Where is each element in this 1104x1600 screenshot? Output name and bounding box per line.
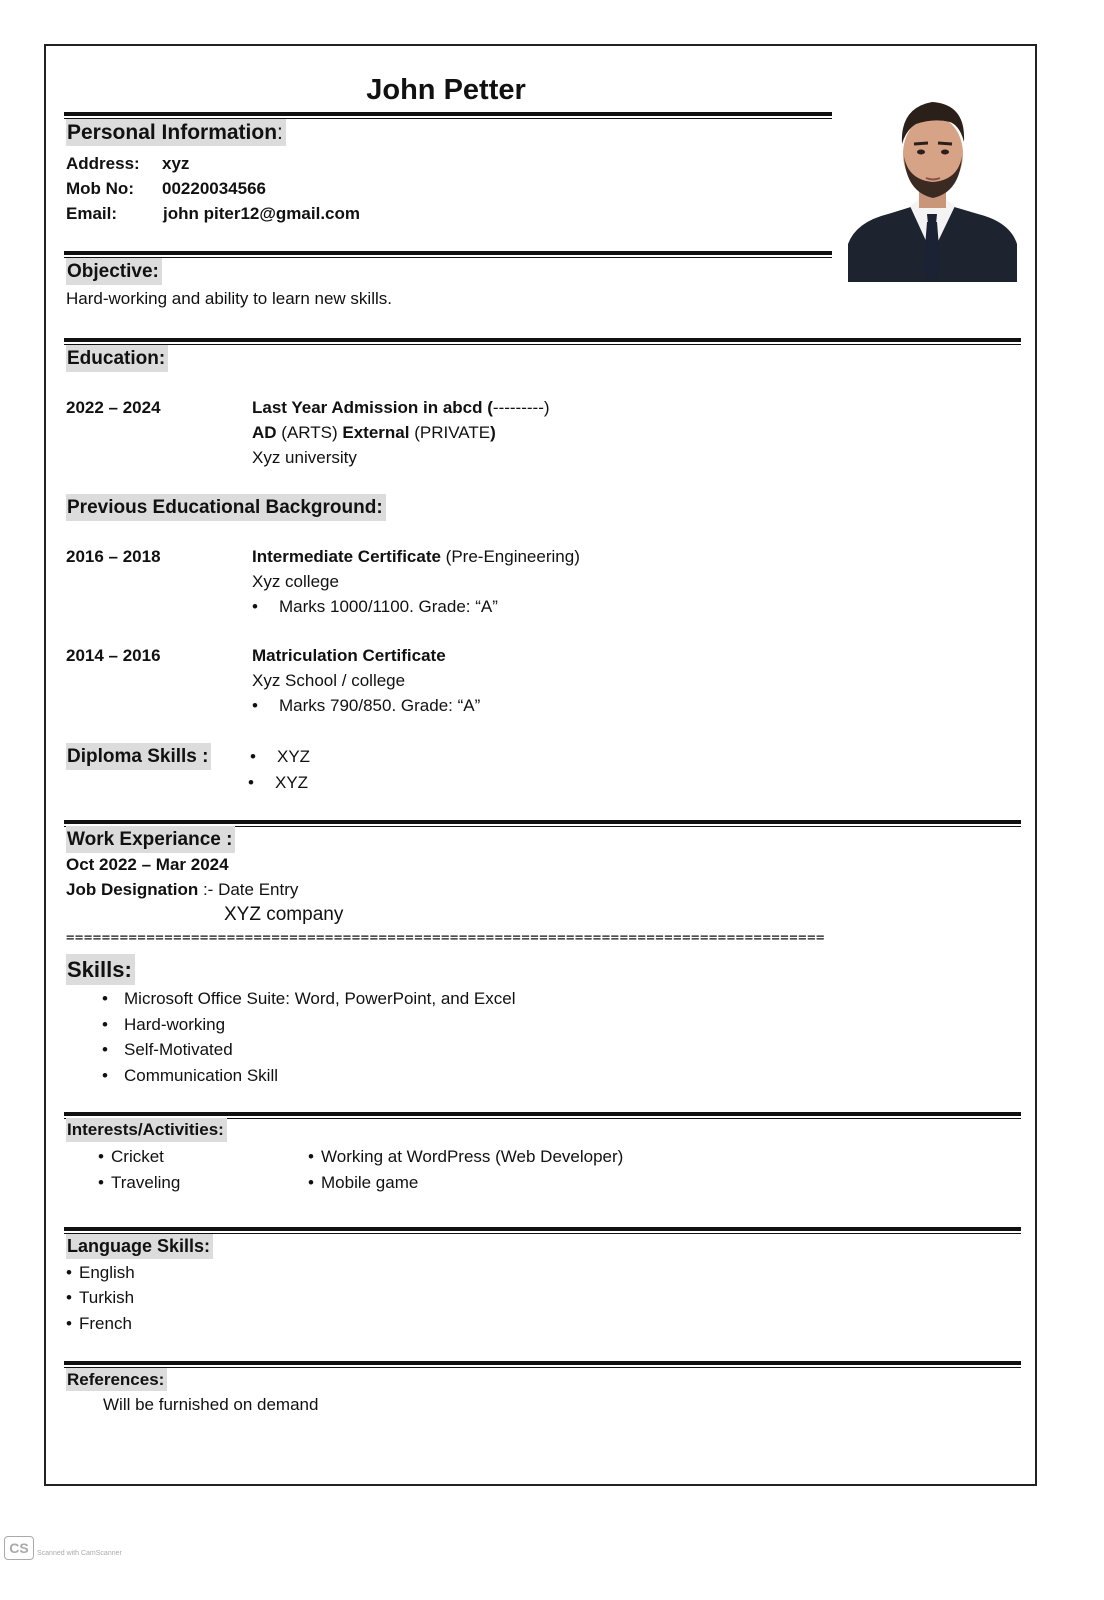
previous-institution: Xyz college	[252, 572, 339, 591]
divider	[64, 112, 832, 119]
previous-education-heading: Previous Educational Background:	[66, 494, 386, 521]
skills-heading: Skills:	[66, 954, 135, 985]
language-skills-heading: Language Skills:	[66, 1234, 213, 1259]
previous-marks: • Marks 1000/1100. Grade: “A”	[252, 597, 498, 616]
education-degree: AD (ARTS) External (PRIVATE)	[252, 423, 496, 442]
interest-item: • Mobile game	[308, 1172, 418, 1194]
address-label: Address:	[66, 154, 140, 173]
work-experience-heading: Work Experiance :	[66, 826, 235, 853]
previous-years: 2014 – 2016	[66, 646, 161, 665]
previous-title: Matriculation Certificate	[252, 646, 446, 665]
previous-years: 2016 – 2018	[66, 547, 161, 566]
diploma-skill-item: • XYZ	[248, 773, 309, 792]
language-item: • English	[66, 1262, 135, 1284]
education-program: Last Year Admission in abcd (---------)	[252, 398, 550, 417]
camscanner-watermark: Scanned with CamScanner	[37, 1550, 122, 1557]
email-label: Email:	[66, 204, 118, 223]
divider	[64, 1361, 1021, 1368]
education-university: Xyz university	[252, 448, 357, 467]
candidate-name: John Petter	[366, 74, 526, 106]
interest-item: • Working at WordPress (Web Developer)	[308, 1146, 623, 1168]
work-period: Oct 2022 – Mar 2024	[66, 855, 229, 874]
company-name: XYZ company	[224, 904, 344, 925]
mobile-label: Mob No:	[66, 179, 134, 198]
education-heading: Education:	[66, 345, 168, 372]
education-years: 2022 – 2024	[66, 398, 161, 417]
previous-title: Intermediate Certificate (Pre-Engineering)	[252, 547, 580, 566]
language-item: • Turkish	[66, 1287, 134, 1309]
job-designation: Job Designation :- Date Entry	[66, 880, 299, 899]
personal-info-heading: Personal Information:	[66, 119, 286, 146]
resume-page	[44, 44, 1037, 1486]
address-value: xyz	[162, 154, 190, 173]
email-value: john piter12@gmail.com	[163, 204, 361, 223]
divider	[64, 251, 832, 258]
skill-item: • Microsoft Office Suite: Word, PowerPoint, and Excel	[102, 988, 515, 1010]
objective-text: Hard-working and ability to learn new skills.	[66, 289, 392, 308]
diploma-skills-heading: Diploma Skills :	[66, 743, 211, 770]
divider	[64, 1227, 1021, 1234]
skill-item: • Hard-working	[102, 1014, 225, 1036]
interests-heading: Interests/Activities:	[66, 1118, 227, 1142]
previous-marks: • Marks 790/850. Grade: “A”	[252, 696, 481, 715]
interest-item: • Cricket	[98, 1146, 164, 1168]
references-heading: References:	[66, 1368, 167, 1391]
equals-separator: =====================================================================================	[66, 930, 825, 946]
interest-item: • Traveling	[98, 1172, 180, 1194]
skill-item: • Self-Motivated	[102, 1039, 233, 1061]
camscanner-logo: CS	[4, 1536, 34, 1560]
divider	[64, 338, 1021, 345]
diploma-skill-item: • XYZ	[250, 747, 311, 766]
profile-photo	[848, 94, 1017, 282]
objective-heading: Objective:	[66, 258, 162, 285]
mobile-value: 00220034566	[162, 179, 267, 198]
skill-item: • Communication Skill	[102, 1065, 278, 1087]
references-text: Will be furnished on demand	[103, 1395, 319, 1414]
language-item: • French	[66, 1313, 132, 1335]
previous-institution: Xyz School / college	[252, 671, 406, 690]
